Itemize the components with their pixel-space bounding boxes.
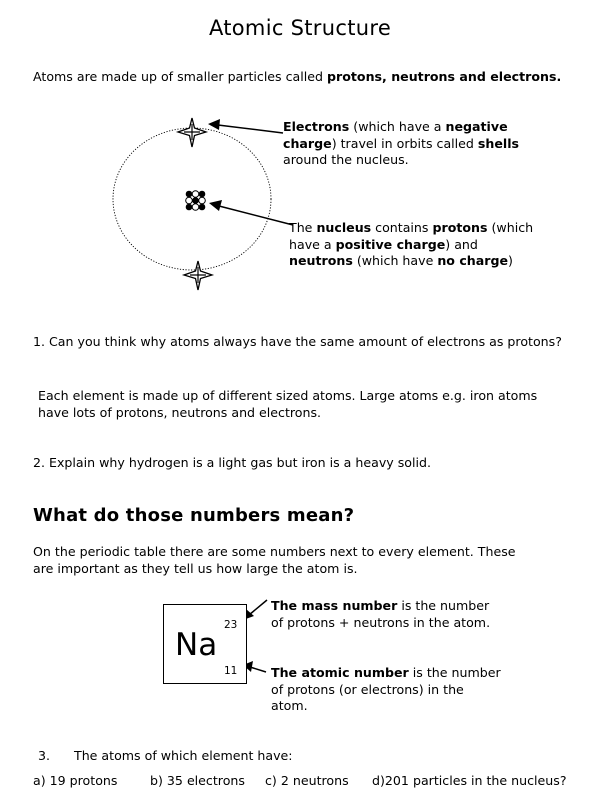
nucleus-label xyxy=(289,220,533,270)
atomic-number-label xyxy=(271,665,501,715)
question-3-option-c: c) 2 neutrons xyxy=(265,773,349,788)
electrons-text-1: (which have a xyxy=(349,119,446,134)
nucleus-text-3: (which xyxy=(487,220,534,235)
nucleus-arrow-icon xyxy=(209,200,293,225)
nucleus-text-6: (which have xyxy=(352,253,438,268)
page-title: Atomic Structure xyxy=(208,16,392,40)
periodic-line-2: are important as they tell us how large the atom is. xyxy=(33,560,358,576)
electrons-label xyxy=(283,119,519,169)
nucleus-text-4: have a xyxy=(289,236,336,252)
electrons-word: Electrons xyxy=(283,119,350,134)
nucleus-text-5: ) and xyxy=(445,236,478,252)
periodic-line-1: On the periodic table there are some numbers next to every element. These xyxy=(33,544,516,559)
nucleus-icon xyxy=(186,191,206,211)
periodic-paragraph xyxy=(33,544,516,577)
atomic-number-text-1: is the number xyxy=(408,665,501,680)
nucleus-text-7: ) xyxy=(508,253,513,268)
mass-number-value: 23 xyxy=(224,619,238,631)
electron-bottom-icon xyxy=(184,261,212,290)
electron-top-icon xyxy=(178,118,206,147)
electrons-text-2: ) travel in orbits called xyxy=(331,135,478,151)
shells-word: shells xyxy=(477,135,520,151)
intro-bold: protons, neutrons and electrons. xyxy=(327,69,562,84)
mass-number-text-2: of protons + neutrons in the atom. xyxy=(271,614,491,630)
positive-charge-word: positive charge xyxy=(335,236,446,252)
protons-word: protons xyxy=(432,220,488,235)
question-3-option-d: d)201 particles in the nucleus? xyxy=(372,773,567,788)
atomic-number-text-3: atom. xyxy=(271,698,308,713)
elements-line-1: Each element is made up of different sized atoms. Large atoms e.g. iron atoms xyxy=(38,388,538,403)
question-3-number: 3. xyxy=(38,748,51,763)
element-box xyxy=(163,604,247,684)
atomic-number-bold: The atomic number xyxy=(271,665,409,680)
nucleus-text-2: contains xyxy=(371,220,433,235)
electron-arrow-icon xyxy=(208,119,283,133)
elements-paragraph xyxy=(38,388,537,421)
atomic-number-value: 11 xyxy=(224,665,238,677)
elements-line-2: have lots of protons, neutrons and electrons. xyxy=(38,404,322,420)
mass-number-text-1: is the number xyxy=(397,598,490,613)
mass-number-bold: The mass number xyxy=(271,598,398,613)
negative-word: negative xyxy=(445,119,508,134)
question-1: 1. Can you think why atoms always have the same amount of electrons as protons? xyxy=(33,334,562,349)
mass-number-label xyxy=(271,598,490,631)
intro-lead: Atoms are made up of smaller particles called xyxy=(33,69,328,84)
element-symbol: Na xyxy=(175,627,218,663)
atomic-number-text-2: of protons (or electrons) in the xyxy=(271,681,464,697)
nucleus-word: nucleus xyxy=(316,220,372,235)
nucleus-text-1: The xyxy=(289,220,317,235)
charge-word: charge xyxy=(283,135,332,151)
question-3-text: The atoms of which element have: xyxy=(74,748,293,763)
electrons-text-3: around the nucleus. xyxy=(283,152,409,167)
neutrons-word: neutrons xyxy=(289,253,353,268)
section-heading: What do those numbers mean? xyxy=(33,505,355,526)
no-charge-word: no charge xyxy=(437,253,509,268)
question-2: 2. Explain why hydrogen is a light gas but iron is a heavy solid. xyxy=(33,455,432,470)
question-3-option-b: b) 35 electrons xyxy=(150,773,245,788)
question-3-option-a: a) 19 protons xyxy=(33,773,118,788)
